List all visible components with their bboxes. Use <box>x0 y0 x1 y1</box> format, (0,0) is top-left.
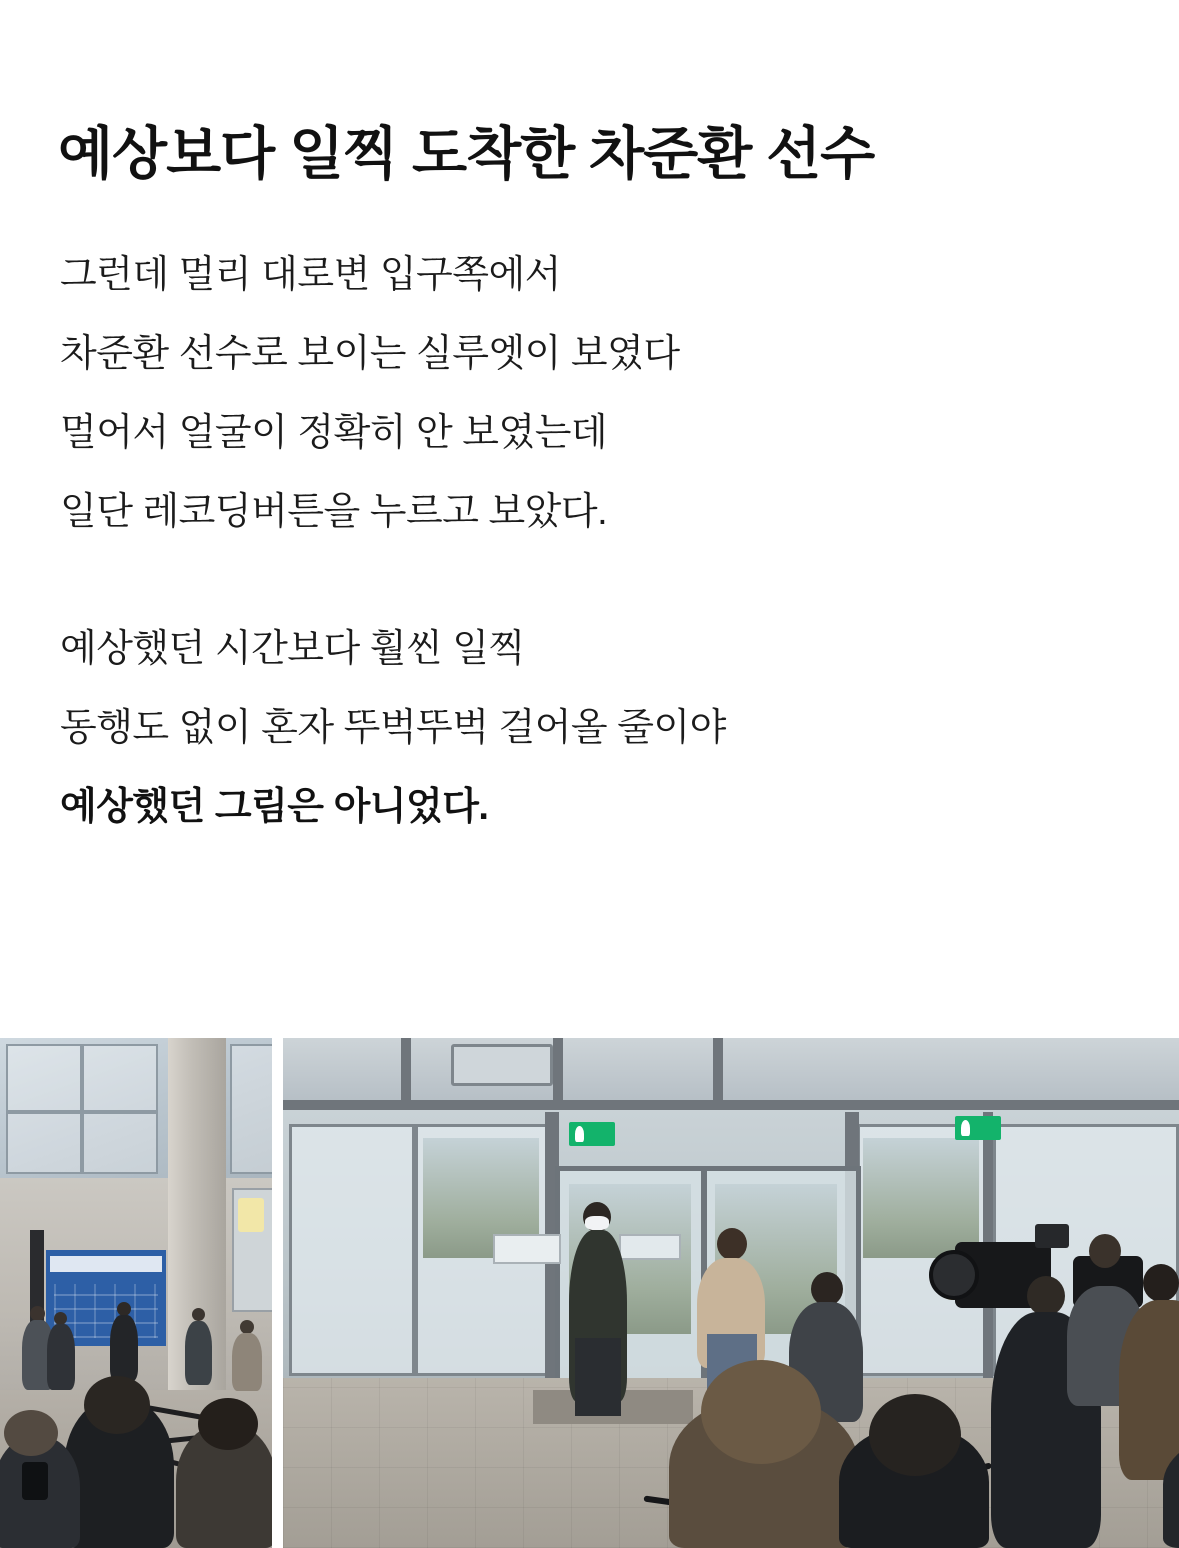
photo-athlete-head <box>117 1302 131 1316</box>
camera-viewfinder-icon <box>1035 1224 1069 1248</box>
photo-person-head <box>1089 1234 1121 1268</box>
body-line: 그런데 멀리 대로변 입구쪽에서 <box>60 254 561 296</box>
window-pane <box>289 1124 415 1376</box>
photo-ceiling-panel <box>451 1044 553 1086</box>
window-pane <box>6 1044 82 1112</box>
body-line: 예상했던 시간보다 훨씬 일찍 <box>60 628 525 670</box>
photo-person-head <box>240 1320 254 1334</box>
photo-foreground-head <box>701 1360 821 1464</box>
photo-person-legs <box>575 1338 621 1416</box>
photo-lobby-press-conference <box>0 1038 272 1548</box>
body-line: 멀어서 얼굴이 정확히 안 보였는데 <box>60 412 608 454</box>
photo-person-head <box>30 1306 45 1321</box>
photo-ceiling-beam <box>713 1038 723 1112</box>
photo-person-body <box>47 1324 75 1390</box>
page-title: 예상보다 일찍 도착한 차준환 선수 <box>58 122 875 187</box>
window-pane <box>6 1112 82 1174</box>
document-body <box>60 236 1120 847</box>
photo-outdoor-view <box>863 1138 979 1258</box>
window-pane <box>82 1112 158 1174</box>
photo-entrance-press-crowd <box>283 1038 1179 1548</box>
window-pane <box>82 1044 158 1112</box>
photo-athlete-body <box>110 1315 138 1381</box>
photo-foreground-head <box>198 1398 258 1450</box>
exit-sign-icon <box>569 1122 615 1146</box>
photo-foreground-head <box>4 1410 58 1456</box>
photo-ceiling-beam <box>553 1038 563 1112</box>
photo-person-body <box>1119 1300 1179 1480</box>
photo-wall-sign <box>493 1234 561 1264</box>
camera-lens-icon <box>929 1250 979 1300</box>
window-pane <box>230 1044 272 1174</box>
body-line: 동행도 없이 혼자 뚜벅뚜벅 걸어올 줄이야 <box>60 707 726 749</box>
photo-person-body <box>232 1333 262 1391</box>
photo-wall-sign <box>619 1234 681 1260</box>
photo-foreground-head <box>869 1394 961 1476</box>
photo-camera-operator-head <box>1027 1276 1065 1316</box>
photo-person-head <box>811 1272 843 1306</box>
photo-foreground-head <box>84 1376 150 1434</box>
body-line: 차준환 선수로 보이는 실루엣이 보였다 <box>60 333 680 375</box>
photo-person-head <box>717 1228 747 1260</box>
body-line: 일단 레코딩버튼을 누르고 보았다. <box>60 491 608 533</box>
photo-banner-text-strip <box>50 1256 162 1272</box>
photo-person-head <box>192 1308 205 1321</box>
photo-ceiling-beam <box>401 1038 411 1112</box>
face-mask-icon <box>585 1216 609 1230</box>
paragraph-spacer <box>60 552 1120 610</box>
photo-row <box>0 1038 1179 1548</box>
photo-poster <box>238 1198 264 1232</box>
exit-sign-icon <box>955 1116 1001 1140</box>
photo-person-body <box>185 1321 212 1385</box>
photo-phone <box>22 1462 48 1500</box>
photo-person-head <box>1143 1264 1179 1302</box>
body-line-emphasis: 예상했던 그림은 아니었다. <box>60 786 489 828</box>
